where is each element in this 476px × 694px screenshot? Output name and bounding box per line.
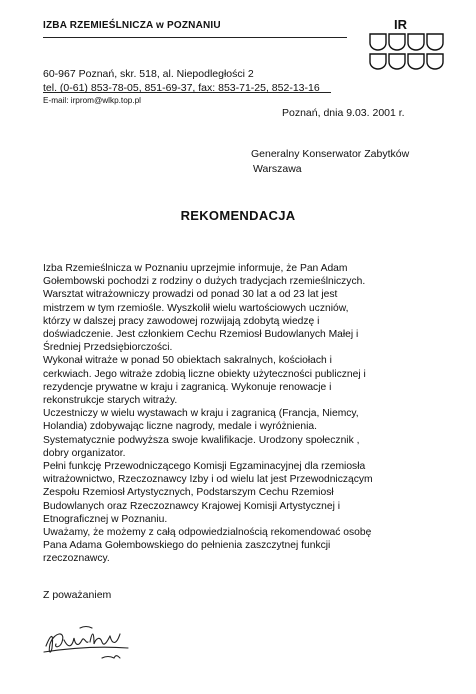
organization-name: IZBA RZEMIEŚLNICZA w POZNANIU	[43, 20, 221, 31]
header-rule	[43, 37, 347, 38]
body-line: Systematycznie podwyższa swoje kwalifikacje. Urodzony społecznik ,	[43, 434, 360, 446]
body-line: Izba Rzemieślnicza w Poznaniu uprzejmie informuje, że Pan Adam	[43, 263, 348, 274]
date-line: Poznań, dnia 9.03. 2001 r.	[282, 107, 405, 119]
body-line: Uczestniczy w wielu wystawach w kraju i zagranicą (Francja, Niemcy,	[43, 408, 359, 420]
letter-title: REKOMENDACJA	[180, 208, 296, 223]
signature-image	[40, 618, 150, 664]
body-line: rzeczoznawcy.	[43, 553, 110, 565]
body-line: mistrzem w tym rzemiośle. Wyszkolił wielu wartościowych uczniów,	[43, 302, 349, 314]
address-underline	[43, 92, 331, 93]
body-line: Pełni funkcję Przewodniczącego Komisji Egzaminacyjnej dla rzemiosła	[43, 461, 366, 473]
email-line: E-mail: irprom@wlkp.top.pl	[43, 96, 141, 105]
addressee-name: Generalny Konserwator Zabytków	[251, 148, 410, 160]
body-line: Wykonał witraże w ponad 50 obiektach sakralnych, kościołach i	[43, 355, 332, 367]
body-line: Średniej Przedsiębiorczości.	[43, 342, 173, 354]
body-line: Gołembowski pochodzi z rodziny o dużych tradycjach rzemieślniczych.	[43, 276, 366, 288]
body-line: doświadczenie. Jest członkiem Cechu Rzemiosł Budowlanych Małej i	[43, 329, 359, 341]
body-line: którzy w dalszej pracy zawodowej rozwijają zdobytą wiedzę i	[43, 315, 320, 327]
body-line: dobry organizator.	[43, 447, 126, 459]
body-line: Uważamy, że możemy z całą odpowiedzialnością rekomendować osobę	[43, 527, 372, 539]
body-line: Budowlanych oraz Rzeczoznawcy Krajowej Komisji Artystycznej i	[43, 500, 341, 512]
addressee-city: Warszawa	[253, 163, 302, 175]
body-line: witrażownictwo, Rzeczoznawcy Izby i od wielu lat jest Przewodniczącym	[43, 474, 373, 486]
letter-body	[43, 262, 443, 566]
address-line: 60-967 Poznań, skr. 518, al. Niepodległości 2	[43, 68, 254, 80]
phone-line: tel. (0-61) 853-78-05, 851-69-37, fax: 853-71-25, 852-13-16	[43, 82, 320, 94]
body-line: cerkwiach. Jego witraże zdobią liczne obiekty użyteczności publicznej i	[43, 368, 366, 380]
chamber-logo	[366, 16, 444, 72]
body-line: Pana Adama Gołembowskiego do pełnienia zaszczytnej funkcji	[43, 540, 331, 552]
body-line: Zespołu Rzemiosł Artystycznych, Podstarszym Cechu Rzemiosł	[43, 487, 334, 499]
body-line: rezydencje prywatne w kraju i zagranicą. Wykonuje renowacje i	[43, 381, 332, 393]
addressee-block	[251, 147, 409, 177]
body-line: Holandia) zdobywając liczne nagrody, medale i wyróżnienia.	[43, 421, 317, 433]
body-line: rekonstrukcje starych witraży.	[43, 395, 178, 407]
logo-text: IR	[394, 17, 407, 32]
closing-salutation: Z poważaniem	[43, 589, 112, 601]
body-line: Warsztat witrażowniczy prowadzi od ponad 30 lat a od 23 lat jest	[43, 289, 338, 301]
body-line: Etnograficznej w Poznaniu.	[43, 513, 168, 525]
